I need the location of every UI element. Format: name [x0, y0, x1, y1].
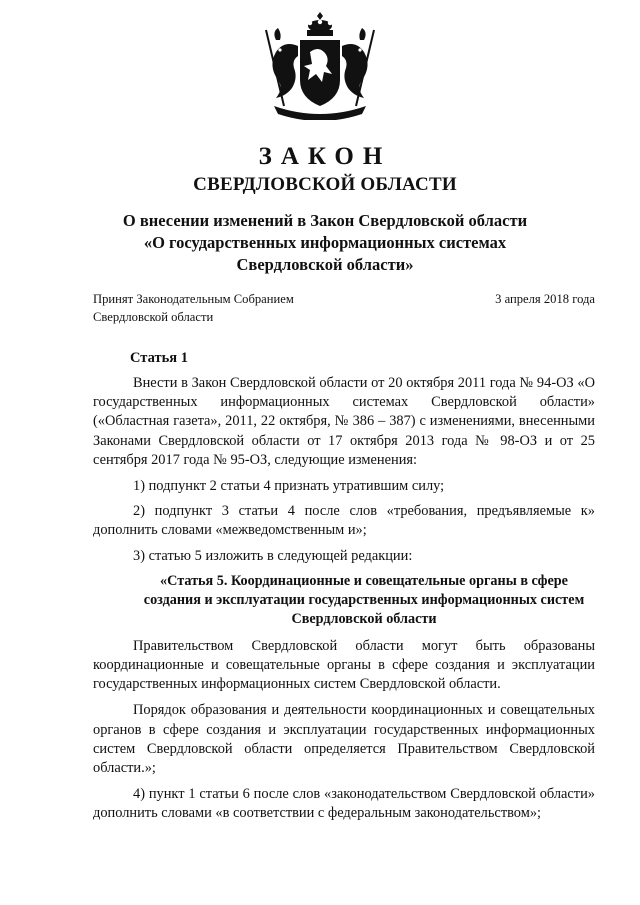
adoption-line-2: Свердловской области — [93, 310, 214, 324]
region-title: СВЕРДЛОВСКОЙ ОБЛАСТИ — [193, 174, 457, 195]
law-subject-line-1: О внесении изменений в Закон Свердловской области — [122, 211, 528, 230]
article-intro: Внести в Закон Свердловской области от 20 октября 2011 года № 94-ОЗ «О государственных информационных системах Свердловской области» («Областная газета», 2011, 22 октября, № 386 – 387) с изменениями, внесенными Законами Свердловской области от 17 октября 2013 года № 98-ОЗ и от 25 сентября 2017 года № 95-ОЗ, следующие изменения: — [93, 375, 595, 468]
article-body — [93, 374, 595, 831]
article-5-heading: «Статья 5. Координационные и совещательные органы в сфере создания и эксплуатации государственных информационных систем Свердловской области — [143, 572, 585, 627]
law-subject-line-2: «О государственных информационных системах — [143, 233, 507, 252]
adoption-date: 3 апреля 2018 года — [495, 292, 595, 306]
article-5-paragraph-1: Правительством Свердловской области могут быть образованы координационные и совещательные органы в сфере создания и эксплуатации государственных информационных систем Свердловской области. — [93, 637, 595, 693]
amendment-item-3: 3) статью 5 изложить в следующей редакции: — [133, 547, 413, 564]
article-heading: Статья 1 — [130, 350, 188, 366]
law-subject-line-3: Свердловской области» — [236, 255, 414, 274]
adoption-info — [93, 290, 294, 326]
amendment-item-1: 1) подпункт 2 статьи 4 признать утратившим силу; — [133, 478, 445, 495]
coat-of-arms-emblem — [254, 10, 386, 120]
amendment-item-2: 2) подпункт 3 статьи 4 после слов «требования, предъявляемые к» дополнить словами «межведомственным и»; — [93, 503, 595, 539]
article-5-paragraph-2: Порядок образования и деятельности координационных и совещательных органов в сфере создания и эксплуатации государственных информационных систем Свердловской области определяется Правительством Свердловской области.»; — [93, 702, 595, 777]
law-title: ЗАКОН — [258, 143, 392, 170]
adoption-line-1: Принят Законодательным Собранием — [93, 292, 294, 306]
amendment-item-4: 4) пункт 1 статьи 6 после слов «законодательством Свердловской области» дополнить словами «в соответствии с федеральным законодательством»; — [93, 786, 595, 822]
